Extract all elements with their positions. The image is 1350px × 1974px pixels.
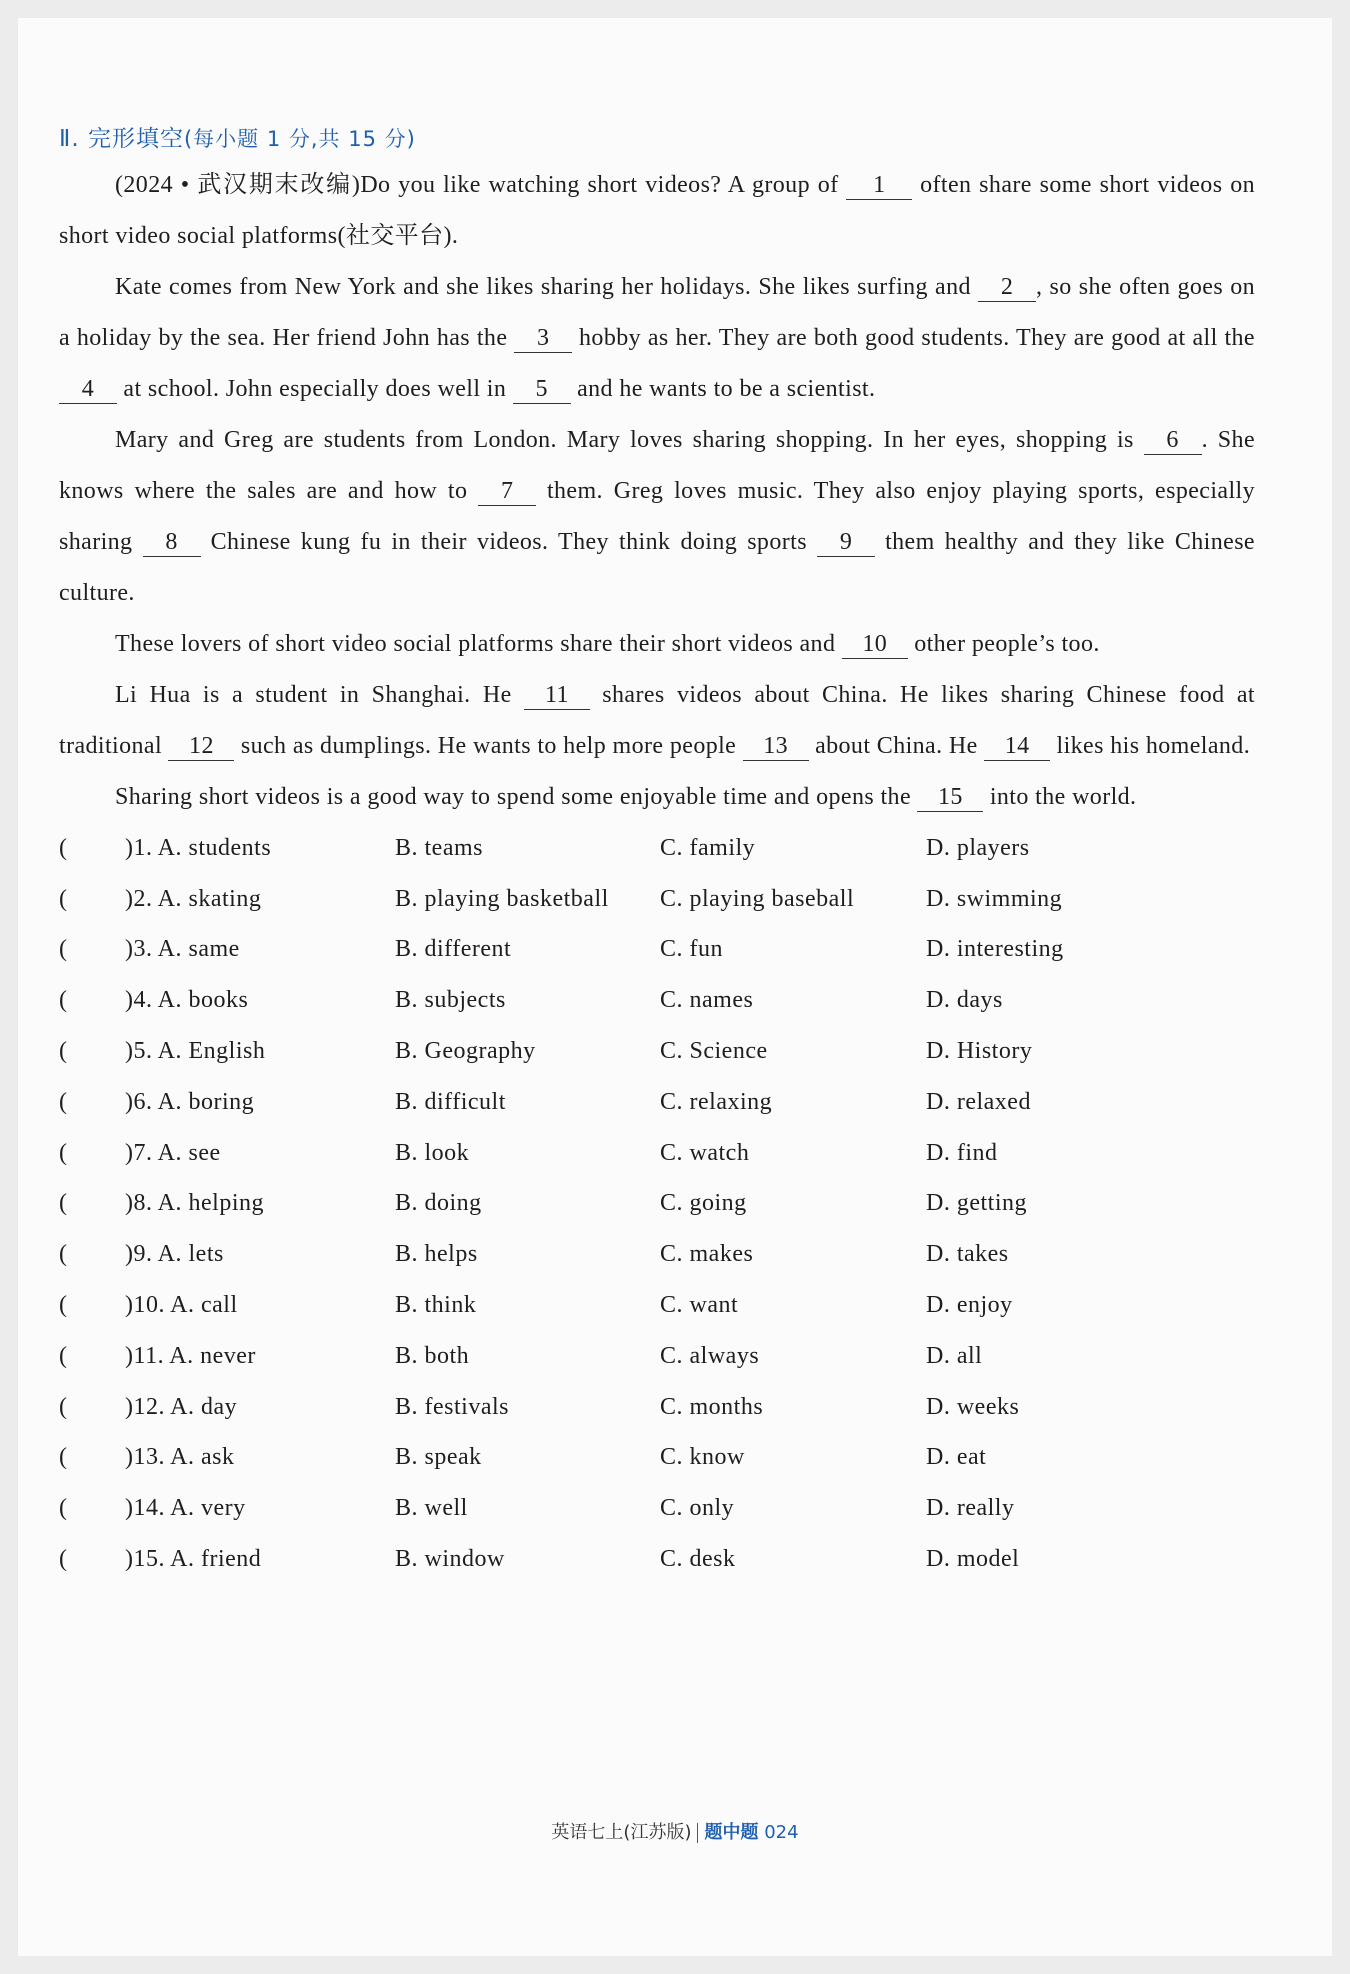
answer-paren[interactable]: ( [59,1292,68,1319]
text-run: likes his homeland. [1056,733,1251,759]
answer-paren[interactable]: ( [59,1546,68,1573]
answer-paren[interactable]: ( [59,1444,68,1471]
option-row [59,1280,1255,1331]
blank-2[interactable]: 2 [978,273,1036,302]
blank-4[interactable]: 4 [59,375,117,404]
option-d[interactable]: D. players [926,834,1030,861]
option-row [59,1382,1255,1433]
passage-paragraph-4 [59,619,1255,670]
option-d[interactable]: D. model [926,1546,1020,1573]
passage-paragraph-5 [59,670,1255,772]
option-a[interactable]: )8. A. helping [125,1190,264,1217]
option-b[interactable]: B. well [395,1495,468,1522]
blank-7[interactable]: 7 [478,477,536,506]
option-a[interactable]: )13. A. ask [125,1444,235,1471]
text-run: hobby as her. They are both good students. They are good at all the [579,325,1255,351]
answer-paren[interactable]: ( [59,1495,68,1522]
option-a[interactable]: )12. A. day [125,1393,238,1420]
text-run: shares videos about China. He likes sharing Chinese food at traditional [59,682,1255,759]
text-run: them. Greg loves music. They also enjoy playing sports, especially sharing [59,478,1255,555]
footer-book-title: 英语七上(江苏版) [551,1822,692,1843]
option-a[interactable]: )2. A. skating [125,885,262,912]
option-row [59,1483,1255,1534]
answer-paren[interactable]: ( [59,885,68,912]
passage-paragraph-1 [59,160,1255,262]
option-a[interactable]: )9. A. lets [125,1241,224,1268]
option-row [59,823,1255,874]
text-run: them healthy and they like Chinese culture. [59,529,1255,606]
answer-paren[interactable]: ( [59,1393,68,1420]
option-a[interactable]: )1. A. students [125,834,272,861]
page-number: 024 [764,1822,799,1843]
page-footer [0,1818,1350,1844]
text-run: into the world. [989,784,1137,810]
option-a[interactable]: )6. A. boring [125,1088,255,1115]
text-run: such as dumplings. He wants to help more people [240,733,737,759]
option-c[interactable]: C. playing baseball [660,885,855,912]
option-b[interactable]: B. subjects [395,987,506,1014]
passage-paragraph-3 [59,415,1255,619]
option-b[interactable]: B. speak [395,1444,482,1471]
option-c[interactable]: C. desk [660,1546,736,1573]
option-d[interactable]: D. days [926,987,1003,1014]
blank-3[interactable]: 3 [514,324,572,353]
option-b[interactable]: B. festivals [395,1393,509,1420]
text-run: at school. John especially does well in [123,376,507,402]
answer-paren[interactable]: ( [59,1038,68,1065]
option-c[interactable]: C. Science [660,1038,768,1065]
cloze-section [59,118,1255,1585]
section-title [59,118,1255,160]
option-d[interactable]: D. takes [926,1241,1009,1268]
option-b[interactable]: B. look [395,1139,470,1166]
passage-paragraph-6 [59,772,1255,823]
option-a[interactable]: )7. A. see [125,1139,221,1166]
answer-paren[interactable]: ( [59,1190,68,1217]
option-a[interactable]: )3. A. same [125,936,240,963]
option-row [59,1433,1255,1484]
option-row [59,1128,1255,1179]
option-d[interactable]: D. all [926,1342,983,1369]
option-c[interactable]: C. want [660,1292,739,1319]
option-d[interactable]: D. History [926,1038,1033,1065]
option-c[interactable]: C. relaxing [660,1088,773,1115]
blank-6[interactable]: 6 [1144,426,1202,455]
option-b[interactable]: B. think [395,1292,477,1319]
text-run: about China. He [815,733,978,759]
option-b[interactable]: B. playing basketball [395,885,609,912]
option-c[interactable]: C. always [660,1342,760,1369]
option-b[interactable]: B. different [395,936,512,963]
text-run: often share some short videos on short video social platforms(社交平台). [59,172,1255,249]
blank-5[interactable]: 5 [513,375,571,404]
option-c[interactable]: C. only [660,1495,735,1522]
option-d[interactable]: D. enjoy [926,1292,1013,1319]
option-row [59,925,1255,976]
option-b[interactable]: B. teams [395,834,483,861]
option-c[interactable]: C. family [660,834,756,861]
option-a[interactable]: )15. A. friend [125,1546,262,1573]
option-b[interactable]: B. difficult [395,1088,506,1115]
option-d[interactable]: D. interesting [926,936,1064,963]
text-run: Kate comes from New York and she likes sharing her holidays. She likes surfing and [115,274,971,300]
option-d[interactable]: D. swimming [926,885,1063,912]
option-row [59,975,1255,1026]
text-run: Chinese kung fu in their videos. They think doing sports [210,529,807,555]
option-c[interactable]: C. names [660,987,754,1014]
footer-divider [697,1823,698,1843]
option-c[interactable]: C. makes [660,1241,754,1268]
option-a[interactable]: )11. A. never [125,1342,256,1369]
option-row [59,1077,1255,1128]
option-a[interactable]: )5. A. English [125,1038,266,1065]
text-run: , so she often goes on a holiday by the sea. Her friend John has the [59,274,1255,351]
blank-13[interactable]: 13 [743,732,809,761]
option-d[interactable]: D. weeks [926,1393,1020,1420]
text-run: Mary and Greg are students from London. Mary loves sharing shopping. In her eyes, shopping is [115,427,1134,453]
option-b[interactable]: B. helps [395,1241,478,1268]
answer-paren[interactable]: ( [59,987,68,1014]
footer-brand: 题中题 [704,1822,759,1843]
blank-15[interactable]: 15 [917,783,983,812]
answer-paren[interactable]: ( [59,834,68,861]
text-run: These lovers of short video social platforms share their short videos and [115,631,836,657]
option-b[interactable]: B. window [395,1546,505,1573]
blank-11[interactable]: 11 [524,681,590,710]
option-d[interactable]: D. really [926,1495,1015,1522]
answer-paren[interactable]: ( [59,1088,68,1115]
option-row [59,1026,1255,1077]
option-b[interactable]: B. Geography [395,1038,536,1065]
blank-1[interactable]: 1 [846,171,912,200]
section-points: (每小题 1 分,共 15 分) [183,127,416,151]
blank-14[interactable]: 14 [984,732,1050,761]
answer-paren[interactable]: ( [59,936,68,963]
option-d[interactable]: D. eat [926,1444,987,1471]
option-b[interactable]: B. both [395,1342,470,1369]
text-run: other people’s too. [914,631,1100,657]
option-row [59,874,1255,925]
section-heading: Ⅱ. 完形填空 [59,126,184,152]
option-row [59,1534,1255,1585]
option-b[interactable]: B. doing [395,1190,482,1217]
option-a[interactable]: )4. A. books [125,987,249,1014]
text-run: Li Hua is a student in Shanghai. He [115,682,512,708]
option-row [59,1229,1255,1280]
blank-8[interactable]: 8 [143,528,201,557]
blank-12[interactable]: 12 [168,732,234,761]
option-c[interactable]: C. months [660,1393,764,1420]
text-run: and he wants to be a scientist. [577,376,876,402]
options-list [59,823,1255,1585]
answer-paren[interactable]: ( [59,1241,68,1268]
option-a[interactable]: )10. A. call [125,1292,238,1319]
option-c[interactable]: C. fun [660,936,723,963]
answer-paren[interactable]: ( [59,1139,68,1166]
option-d[interactable]: D. find [926,1139,998,1166]
option-c[interactable]: C. going [660,1190,747,1217]
answer-paren[interactable]: ( [59,1342,68,1369]
option-a[interactable]: )14. A. very [125,1495,246,1522]
passage-paragraph-2 [59,262,1255,415]
option-row [59,1331,1255,1382]
blank-10[interactable]: 10 [842,630,908,659]
text-run: . She knows where the sales are and how to [59,427,1255,504]
option-d[interactable]: D. relaxed [926,1088,1031,1115]
option-row [59,1179,1255,1230]
text-run: (2024 • 武汉期末改编)Do you like watching short videos? A group of [115,172,839,198]
option-d[interactable]: D. getting [926,1190,1027,1217]
option-c[interactable]: C. watch [660,1139,750,1166]
blank-9[interactable]: 9 [817,528,875,557]
text-run: Sharing short videos is a good way to spend some enjoyable time and opens the [115,784,911,810]
option-c[interactable]: C. know [660,1444,745,1471]
